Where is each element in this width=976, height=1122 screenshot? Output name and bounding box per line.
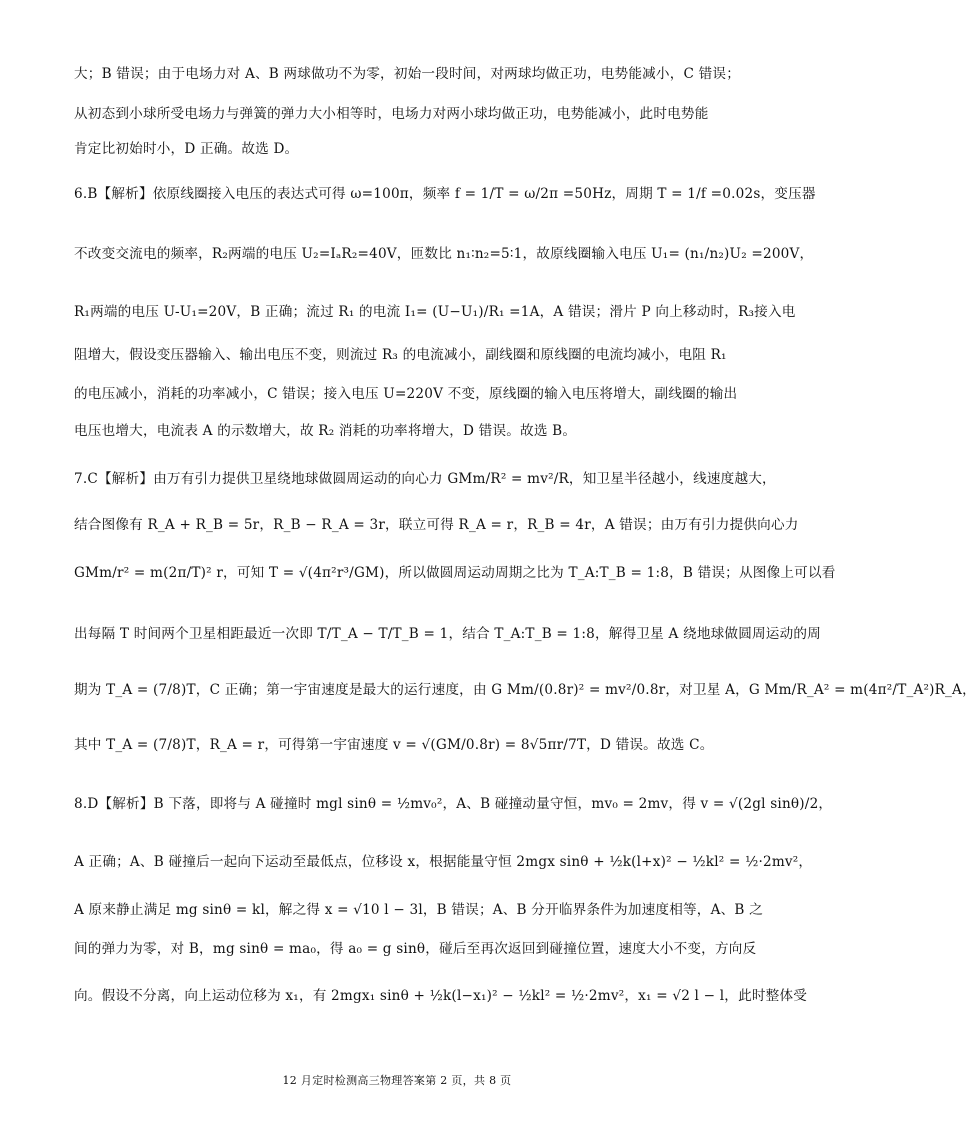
text-line: 间的弹力为零，对 B，mg sinθ = ma₀，得 a₀ = g sinθ，碰后至再次返回到碰撞位置，速度大小不变，方向反 xyxy=(74,941,757,957)
text-line: 结合图像有 R_A + R_B = 5r，R_B − R_A = 3r，联立可得 R_A = r，R_B = 4r，A 错误；由万有引力提供向心力 xyxy=(74,517,799,533)
text-line: 大；B 错误；由于电场力对 A、B 两球做功不为零，初始一段时间，对两球均做正功，电势能减小，C 错误； xyxy=(74,66,741,82)
text-line: 8.D【解析】B 下落，即将与 A 碰撞时 mgl sinθ = ½mv₀²，A、B 碰撞动量守恒，mv₀ = 2mv，得 v = √(2gl sinθ)/2， xyxy=(74,796,833,812)
text-line: 出每隔 T 时间两个卫星相距最近一次即 T/T_A − T/T_B = 1，结合 T_A:T_B = 1:8，解得卫星 A 绕地球做圆周运动的周 xyxy=(74,626,821,642)
text-line: 阻增大，假设变压器输入、输出电压不变，则流过 R₃ 的电流减小，副线圈和原线圈的电流均减小，电阻 R₁ xyxy=(74,347,727,363)
text-line: 向。假设不分离，向上运动位移为 x₁，有 2mgx₁ sinθ + ½k(l−x₁)² − ½kl² = ½·2mv²，x₁ = √2 l − l，此时整体受 xyxy=(74,988,808,1004)
text-line: 期为 T_A = (7/8)T，C 正确；第一宇宙速度是最大的运行速度，由 G Mm/(0.8r)² = mv²/0.8r，对卫星 A，G Mm/R_A² = m(4π²/T_A²)R_A， xyxy=(74,682,976,698)
text-line: 从初态到小球所受电场力与弹簧的弹力大小相等时，电场力对两小球均做正功，电势能减小，此时电势能 xyxy=(74,106,709,122)
page-footer: 12 月定时检测高三物理答案第 2 页，共 8 页 xyxy=(282,1074,512,1087)
text-line: 肯定比初始时小，D 正确。故选 D。 xyxy=(74,141,299,157)
text-line: 的电压减小，消耗的功率减小，C 错误；接入电压 U=220V 不变，原线圈的输入电压将增大，副线圈的输出 xyxy=(74,386,738,402)
text-line: 电压也增大，电流表 A 的示数增大，故 R₂ 消耗的功率将增大，D 错误。故选 B。 xyxy=(74,423,577,439)
text-line: 7.C【解析】由万有引力提供卫星绕地球做圆周运动的向心力 GMm/R² = mv²/R，知卫星半径越小，线速度越大， xyxy=(74,471,776,487)
text-line: A 原来静止满足 mg sinθ = kl，解之得 x = √10 l − 3l，B 错误；A、B 分开临界条件为加速度相等，A、B 之 xyxy=(74,902,763,918)
text-line: 6.B【解析】依原线圈接入电压的表达式可得 ω=100π，频率 f = 1/T = ω/2π =50Hz，周期 T = 1/f =0.02s，变压器 xyxy=(74,186,816,202)
text-line: R₁两端的电压 U-U₁=20V，B 正确；流过 R₁ 的电流 I₁= (U−U₁)/R₁ =1A，A 错误；滑片 P 向上移动时，R₃接入电 xyxy=(74,304,796,320)
text-line: 其中 T_A = (7/8)T，R_A = r，可得第一宇宙速度 v = √(GM/0.8r) = 8√5πr/7T，D 错误。故选 C。 xyxy=(74,737,714,753)
text-line: GMm/r² = m(2π/T)² r，可知 T = √(4π²r³/GM)，所以做圆周运动周期之比为 T_A:T_B = 1:8，B 错误；从图像上可以看 xyxy=(74,565,836,581)
text-line: A 正确；A、B 碰撞后一起向下运动至最低点，位移设 x，根据能量守恒 2mgx sinθ + ½k(l+x)² − ½kl² = ½·2mv²， xyxy=(74,854,813,870)
text-line: 不改变交流电的频率，R₂两端的电压 U₂=IₐR₂=40V，匝数比 n₁∶n₂=5∶1，故原线圈输入电压 U₁= (n₁/n₂)U₂ =200V， xyxy=(74,246,814,262)
